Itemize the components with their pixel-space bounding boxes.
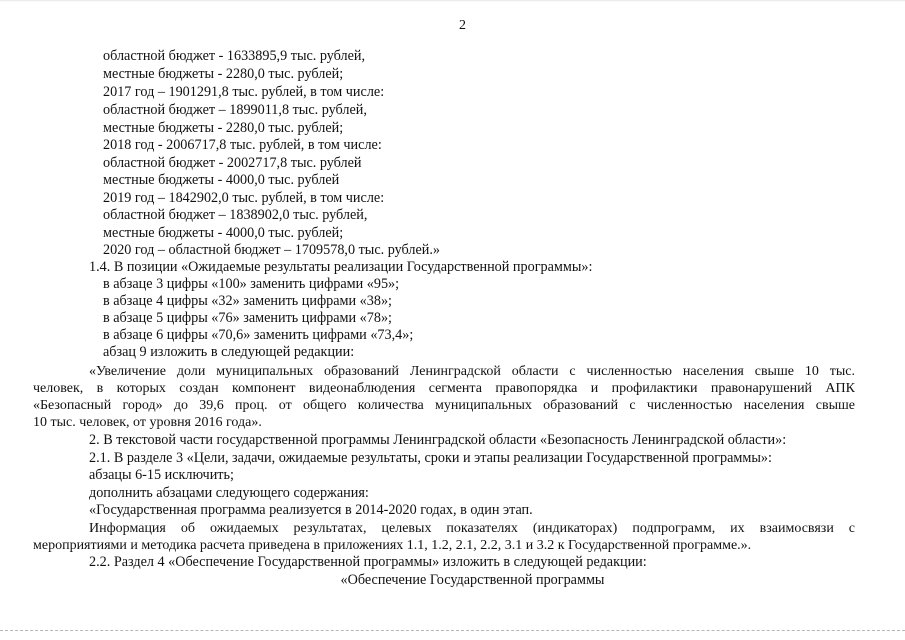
scan-edge-top <box>0 0 905 2</box>
text-line: 2017 год – 1901291,8 тыс. рублей, в том числе: <box>103 84 385 100</box>
text-line: областной бюджет – 1899011,8 тыс. рублей, <box>103 102 367 118</box>
text-line: областной бюджет – 1838902,0 тыс. рублей, <box>103 207 368 223</box>
text-line: дополнить абзацами следующего содержания: <box>89 485 369 501</box>
text-line: мероприятиями и методика расчета приведена в приложениях 1.1, 1.2, 2.1, 2.2, 3.1 и 3.2 к Государственной программе.». <box>33 538 752 553</box>
text-line-centered <box>0 572 905 589</box>
text-line: 10 тыс. человек, от уровня 2016 года». <box>33 415 262 430</box>
text-line: 2020 год – областной бюджет – 1709578,0 тыс. рублей.» <box>103 242 441 258</box>
text-line: 2019 год – 1842902,0 тыс. рублей, в том числе: <box>103 190 385 206</box>
text-line: «Безопасный город» до 39,6 проц. от общего количества муниципальных образований с численностью населения свыше <box>33 398 855 413</box>
text-line: 1.4. В позиции «Ожидаемые результаты реализации Государственной программы»: <box>89 259 593 275</box>
text-line: местные бюджеты - 2280,0 тыс. рублей; <box>103 66 344 82</box>
text-line: в абзаце 5 цифры «76» заменить цифрами «78»; <box>103 310 392 326</box>
text-line: Информация об ожидаемых результатах, целевых показателях (индикаторах) подпрограмм, их взаимосвязи с <box>89 521 855 536</box>
text-line: «Государственная программа реализуется в 2014-2020 годах, в один этап. <box>89 502 533 518</box>
scan-edge-bottom <box>0 630 905 634</box>
text-line: в абзаце 3 цифры «100» заменить цифрами «95»; <box>103 276 400 292</box>
text-line: в абзаце 4 цифры «32» заменить цифрами «38»; <box>103 293 392 309</box>
text-line: областной бюджет - 2002717,8 тыс. рублей <box>103 155 362 171</box>
text-line: 2.1. В разделе 3 «Цели, задачи, ожидаемые результаты, сроки и этапы реализации Государственной программы»: <box>89 450 772 466</box>
text-line: «Увеличение доли муниципальных образований Ленинградской области с численностью населения свыше 10 тыс. <box>89 364 855 379</box>
text-line: 2. В текстовой части государственной программы Ленинградской области «Безопасность Ленинградской области»: <box>89 432 787 448</box>
section-heading: «Обеспечение Государственной программы <box>340 572 605 588</box>
text-line: местные бюджеты - 2280,0 тыс. рублей; <box>103 120 344 136</box>
page-number: 2 <box>459 18 466 33</box>
text-line: абзацы 6-15 исключить; <box>89 467 234 483</box>
text-line: человек, в которых создан компонент видеонаблюдения сегмента правопорядка и профилактики правонарушений АПК <box>33 381 855 396</box>
text-line: абзац 9 изложить в следующей редакции: <box>103 344 355 360</box>
text-line: местные бюджеты - 4000,0 тыс. рублей; <box>103 225 344 241</box>
text-line: местные бюджеты - 4000,0 тыс. рублей <box>103 172 340 188</box>
text-line: в абзаце 6 цифры «70,6» заменить цифрами «73,4»; <box>103 327 414 343</box>
text-line: 2.2. Раздел 4 «Обеспечение Государственной программы» изложить в следующей редакции: <box>89 554 647 570</box>
text-line: 2018 год - 2006717,8 тыс. рублей, в том числе: <box>103 137 382 153</box>
text-line: областной бюджет - 1633895,9 тыс. рублей, <box>103 48 366 64</box>
